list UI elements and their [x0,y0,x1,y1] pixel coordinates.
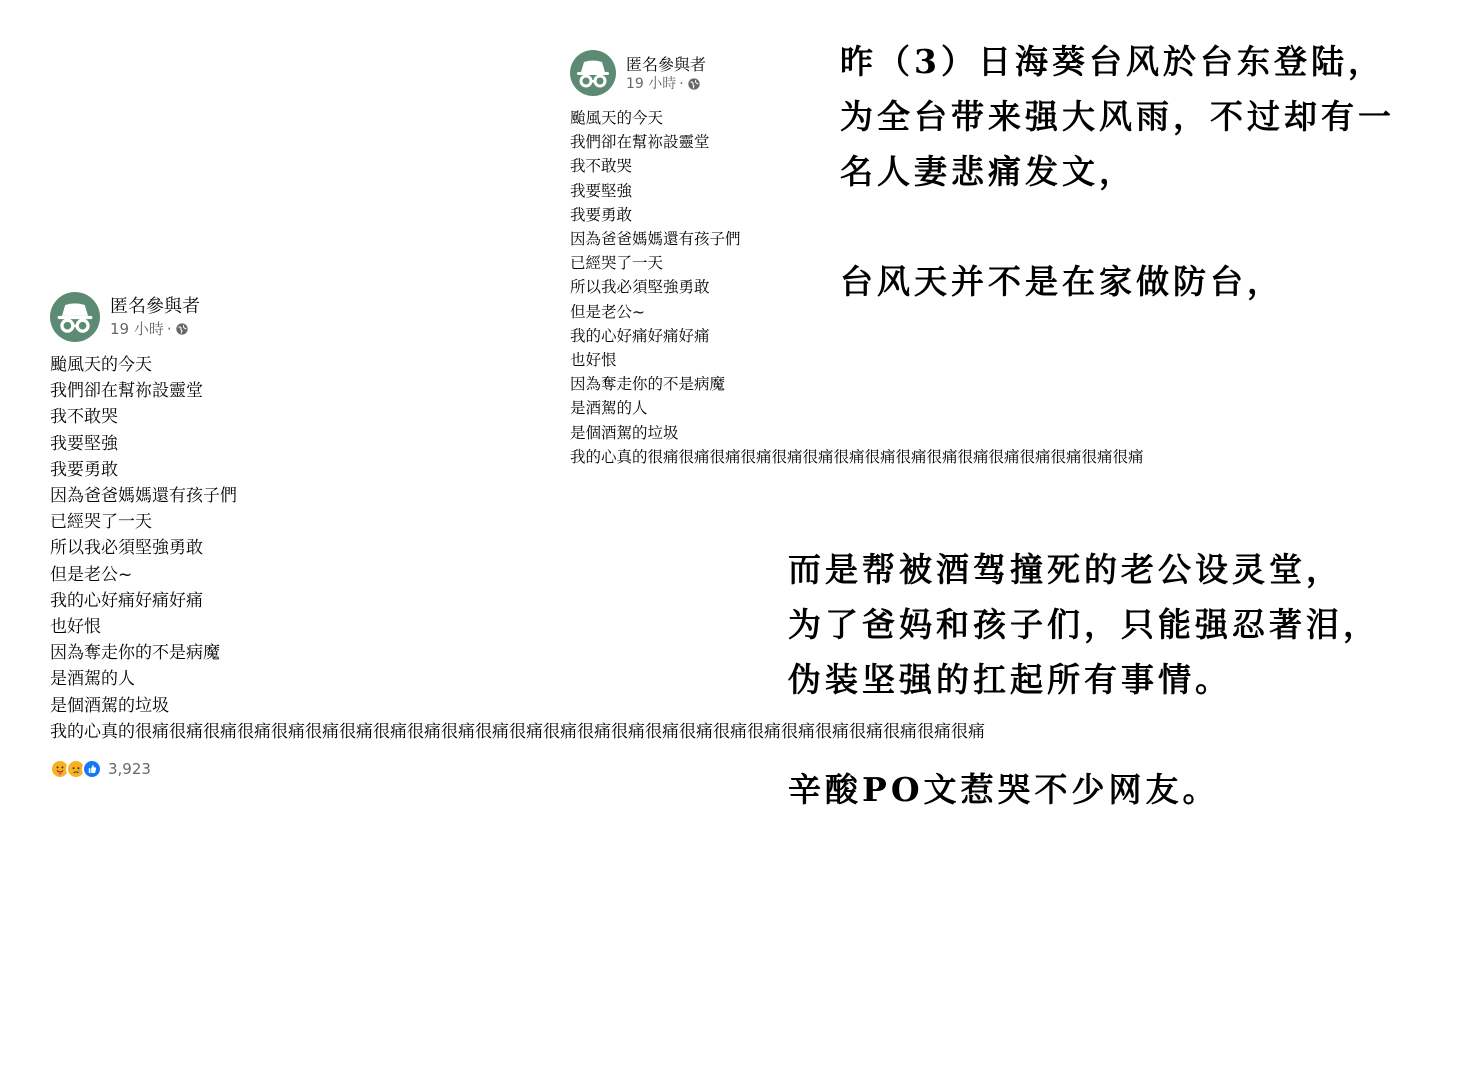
post-line: 已經哭了一天 [50,512,152,533]
caption-line: 而是帮被酒驾撞死的老公设灵堂， [788,550,1343,589]
timestamp[interactable]: 19 小時 [626,75,677,92]
post-line: 因為爸爸媽媽還有孩子們 [570,230,741,249]
post-line: 我的心真的很痛很痛很痛很痛很痛很痛很痛很痛很痛很痛很痛很痛很痛很痛很痛很痛很痛很痛很痛很痛很痛很痛很痛很痛很痛 [50,721,985,742]
author-name[interactable]: 匿名參與者 [626,54,707,74]
reaction-count[interactable]: 3,923 [108,760,151,779]
post-line: 我要勇敢 [50,459,118,480]
globe-icon[interactable] [175,322,189,336]
post-line: 我們卻在幫祢設靈堂 [570,133,710,152]
caption-line: 为全台带来强大风雨，不过却有一 [840,97,1395,136]
caption-middle [788,542,1380,817]
post-line: 我不敢哭 [50,407,118,428]
incognito-avatar-icon[interactable] [50,292,100,342]
incognito-avatar-icon[interactable] [570,50,616,96]
meta-separator: · [166,320,172,338]
timestamp-row [110,319,200,339]
caption-spacer [840,199,1395,254]
post-line: 也好恨 [50,617,101,638]
post-line: 我要堅強 [570,181,633,200]
post-line: 是酒駕的人 [570,399,648,418]
post-line: 但是老公~ [570,302,645,321]
post-large [50,292,985,779]
post-line: 是酒駕的人 [50,669,135,690]
post-line: 因為奪走你的不是病魔 [50,643,220,664]
post-line: 颱風天的今天 [570,109,664,127]
post-line: 我的心好痛好痛好痛 [570,326,710,345]
post-line: 是個酒駕的垃圾 [570,423,679,442]
post-line: 所以我必須堅強勇敢 [570,278,710,297]
post-line: 因為爸爸媽媽還有孩子們 [50,486,237,507]
timestamp[interactable]: 19 小時 [110,320,164,338]
caption-line: 台风天并不是在家做防台， [840,262,1284,301]
post-line: 我的心真的很痛很痛很痛很痛很痛很痛很痛很痛很痛很痛很痛很痛很痛很痛很痛很痛 [570,447,1144,466]
meta-separator: · [679,75,684,92]
caption-line: 昨（3）日海葵台风於台东登陆， [840,42,1385,81]
caption-spacer [788,707,1380,762]
caption-line: 名人妻悲痛发文， [840,152,1136,191]
post-line: 我要勇敢 [570,205,633,224]
post-text [50,352,985,745]
caption-line: 为了爸妈和孩子们，只能强忍著泪， [788,605,1380,644]
reactions-bar[interactable] [50,759,750,779]
post-meta [626,54,706,93]
post-line: 我的心好痛好痛好痛 [50,590,203,611]
post-line: 所以我必須堅強勇敢 [50,538,203,559]
globe-icon[interactable] [687,77,701,91]
post-line: 我要堅強 [50,433,118,454]
like-emoji-icon [82,759,102,779]
post-line: 也好恨 [570,351,617,370]
caption-line: 辛酸PO文惹哭不少网友。 [788,770,1220,809]
post-meta [110,295,200,339]
post-line: 我不敢哭 [570,157,633,176]
post-line: 因為奪走你的不是病魔 [570,375,726,394]
post-line: 但是老公~ [50,564,133,585]
post-header [50,292,750,342]
author-name[interactable]: 匿名參與者 [110,296,200,317]
caption-line: 伪装坚强的扛起所有事情。 [788,660,1232,699]
post-line: 是個酒駕的垃圾 [50,695,169,716]
post-line: 颱風天的今天 [50,355,152,375]
post-line: 我們卻在幫祢設靈堂 [50,381,203,402]
post-line: 已經哭了一天 [570,254,664,273]
caption-top [840,34,1395,309]
timestamp-row [626,75,706,93]
